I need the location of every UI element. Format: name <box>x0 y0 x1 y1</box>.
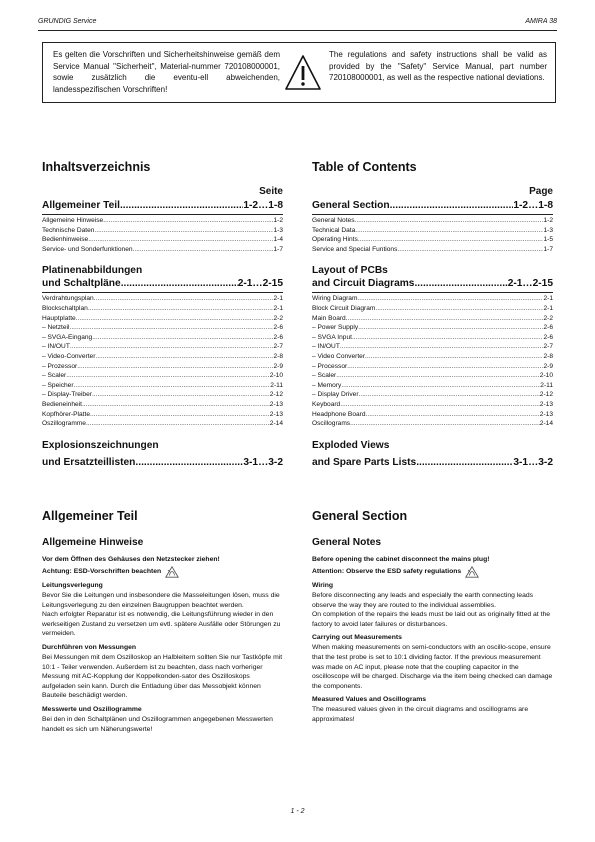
measurements-heading-de: Durchführen von Messungen <box>42 643 137 651</box>
toc-entry-title: Block Circuit Diagram <box>312 304 376 312</box>
toc-entry[interactable] <box>42 362 283 372</box>
toc-entry-title: – Processor <box>312 362 348 370</box>
toc-entry[interactable] <box>312 419 553 429</box>
values-text-de: Bei den in den Schaltplänen und Oszillogrammen angegebenen Messwerten handelt es sich um Näherungswerte! <box>42 715 273 733</box>
section-title: and Spare Parts Lists <box>312 456 417 468</box>
toc-entry-page: 1-3 <box>273 226 283 234</box>
toc-entry-page: 2-2 <box>273 314 283 322</box>
toc-entry[interactable] <box>312 294 553 304</box>
section-rule <box>42 214 283 215</box>
dot-leader <box>346 314 544 324</box>
toc-entry[interactable] <box>312 235 553 245</box>
general-title-de: Allgemeiner Teil <box>42 509 138 523</box>
dot-leader <box>357 294 543 304</box>
toc-entry[interactable] <box>312 342 553 352</box>
section-pages: 1-2…1-8 <box>513 200 553 211</box>
section-pages: 3-1…3-2 <box>513 456 553 468</box>
dot-leader <box>70 323 274 333</box>
toc-entry-title: – IN/OUT <box>42 343 70 351</box>
section-title: und Ersatzteillisten <box>42 456 136 468</box>
toc-section-exploded-title-en: Exploded Views <box>312 439 390 451</box>
wiring-text-2-en: On completion of the repairs the leads must be laid out as originally fitted at the factory to avoid later failures or disturbances. <box>312 611 551 628</box>
header-brand: GRUNDIG Service <box>38 18 97 25</box>
toc-entry-page: 2-8 <box>543 352 553 360</box>
toc-entry-title: Service and Special Funtions <box>312 245 398 253</box>
toc-entry-page: 1-7 <box>273 245 283 253</box>
toc-entry-title: Verdrahtungsplan <box>42 295 94 303</box>
toc-entry-page: 2-6 <box>273 324 283 332</box>
toc-entry-title: – SVGA-Eingang <box>42 333 93 341</box>
toc-entry[interactable] <box>42 381 283 391</box>
toc-entry-title: – SVGA Input <box>312 333 352 341</box>
dot-leader <box>103 216 273 226</box>
toc-section-pcb-title-de: Platinenabbildungen <box>42 265 143 277</box>
toc-entry-page: 2-8 <box>273 352 283 360</box>
section-pages: 2-1…2-15 <box>507 278 553 290</box>
dot-leader <box>366 410 540 420</box>
dot-leader <box>365 352 543 362</box>
toc-entry-page: 2-6 <box>543 324 553 332</box>
toc-entry-title: Bedieneinheit <box>42 400 82 408</box>
section-title: General Section <box>312 200 390 211</box>
dot-leader <box>86 419 270 429</box>
toc-entry[interactable] <box>312 352 553 362</box>
mains-warning-de: Vor dem Öffnen des Gehäuses den Netzstecker ziehen! <box>42 556 220 563</box>
esd-hand-icon <box>465 566 479 578</box>
measurements-text-en: When making measurements on semi-conductors with an oscillo-scope, ensure that the test probe is set to 10:1 dividing factor. If the previous measurement was made on AC input, please note that the coupling capacitor in the oscilloscope will be charged. Discharge via the item being checked can damage the components. <box>312 644 553 690</box>
page-header <box>38 18 557 30</box>
dot-leader <box>355 216 544 226</box>
section-title: und Schaltpläne <box>42 278 121 290</box>
dot-leader <box>352 333 544 343</box>
toc-section-exploded-en[interactable] <box>312 456 553 469</box>
toc-title-en: Table of Contents <box>312 160 417 174</box>
toc-entry[interactable] <box>312 333 553 343</box>
section-pages: 1-2…1-8 <box>243 200 283 211</box>
dot-leader <box>92 333 273 343</box>
page-number: 1 - 2 <box>290 808 305 815</box>
toc-entry-title: – Scaler <box>312 372 337 380</box>
dot-leader <box>355 226 543 236</box>
dot-leader <box>77 362 273 372</box>
toc-entry-page: 2-10 <box>269 372 283 380</box>
toc-entry-page: 1-2 <box>543 217 553 224</box>
toc-entry[interactable] <box>42 419 283 429</box>
toc-entry[interactable] <box>312 400 553 410</box>
dot-leader <box>133 245 274 255</box>
toc-entry-page: 2-12 <box>269 391 283 399</box>
dot-leader <box>82 400 270 410</box>
dot-leader <box>340 342 544 352</box>
safety-notice-box <box>42 42 556 103</box>
toc-entry-title: Blockschaltplan <box>42 304 88 312</box>
safety-text-en: The regulations and safety instructions shall be valid as provided by the "Safety" Service Manual, part number 720108000001, as well as the respective national deviations. <box>329 50 547 82</box>
toc-section-general-en[interactable] <box>312 199 553 212</box>
toc-entry-page: 2-13 <box>539 400 553 408</box>
dot-leader <box>88 304 274 314</box>
dot-leader <box>92 390 270 400</box>
toc-entry-page: 2-1 <box>543 295 553 303</box>
toc-section-exploded-de[interactable] <box>42 456 283 469</box>
dot-leader <box>341 381 540 391</box>
wiring-heading-en: Wiring <box>312 582 334 589</box>
values-heading-de: Messwerte und Oszillogramme <box>42 705 142 713</box>
toc-section-exploded-title-de: Explosionszeichnungen <box>42 439 159 451</box>
toc-section-pcb-de[interactable] <box>42 277 283 290</box>
measurements-text-de: Bei Messungen mit dem Oszilloskop an Halbleitern sollten Sie nur Tastköpfe mit 10:1 - Teiler verwenden. Außerdem ist zu beachten, dass nach vorheriger Messung mit AC-Kopplung der Koppelkonden-sator des Oszilloskops aufgeladen sein kann. Durch die Entladung über das Messobjekt können Bauteile beschädigt werden. <box>42 653 283 700</box>
toc-entry[interactable] <box>42 314 283 324</box>
toc-entry[interactable] <box>312 304 553 314</box>
toc-entry-page: 2-1 <box>273 295 283 303</box>
toc-entry-title: General Notes <box>312 217 355 224</box>
toc-entry-title: – IN/OUT <box>312 343 340 351</box>
dot-leader <box>76 314 274 324</box>
general-subtitle-de: Allgemeine Hinweise <box>42 537 144 548</box>
toc-entry[interactable] <box>312 314 553 324</box>
toc-section-general-de[interactable] <box>42 199 283 212</box>
toc-entry-page: 2-7 <box>273 343 283 351</box>
section-rule <box>312 292 553 293</box>
section-rule <box>312 214 553 215</box>
wiring-heading-de: Leitungsverlegung <box>42 582 103 589</box>
general-subtitle-en: General Notes <box>312 537 382 548</box>
dot-leader <box>94 294 274 304</box>
esd-warning-text: Achtung: ESD-Vorschriften beachten <box>42 568 162 575</box>
toc-entry-title: Service- und Sonderfunktionen <box>42 245 133 253</box>
toc-entry-page: 1-3 <box>543 226 553 234</box>
general-section-de <box>42 509 283 734</box>
toc-entry[interactable] <box>312 381 553 391</box>
toc-entry[interactable] <box>42 333 283 343</box>
toc-entry-page: 2-11 <box>540 381 553 389</box>
toc-entry-page: 2-13 <box>269 400 283 408</box>
toc-entry[interactable] <box>42 390 283 400</box>
toc-entry-page: 1-2 <box>273 217 283 224</box>
toc-entry[interactable] <box>312 362 553 372</box>
toc-entry[interactable] <box>42 400 283 410</box>
esd-warning-de <box>42 566 283 578</box>
toc-entry[interactable] <box>312 371 553 381</box>
toc-entry-page: 2-9 <box>273 362 283 370</box>
toc-entry-page: 2-1 <box>273 304 283 312</box>
section-title: Allgemeiner Teil <box>42 200 120 211</box>
toc-entry-title: – Prozessor <box>42 362 78 370</box>
toc-entry-page: 2-11 <box>270 381 283 389</box>
toc-entry-title: Kopfhörer-Platte <box>42 410 91 418</box>
toc-entry[interactable] <box>312 323 553 333</box>
toc-entry[interactable] <box>42 371 283 381</box>
dot-leader <box>90 410 270 420</box>
toc-section-pcb-title-en: Layout of PCBs <box>312 265 388 277</box>
toc-entry-page: 2-7 <box>543 343 553 351</box>
toc-entry-title: – Video-Converter <box>42 352 96 360</box>
toc-entry-title: Headphone Board <box>312 410 366 418</box>
toc-entry[interactable] <box>312 216 553 226</box>
toc-entry-page: 2-13 <box>539 410 553 418</box>
toc-entry-title: – Scaler <box>42 372 67 380</box>
section-pages: 2-1…2-15 <box>237 278 283 290</box>
toc-entry[interactable] <box>312 390 553 400</box>
toc-section-pcb-en[interactable] <box>312 277 553 290</box>
toc-entry-title: Technical Data <box>312 226 356 234</box>
toc-entry-page: 2-12 <box>539 391 553 399</box>
general-section-en <box>312 509 553 725</box>
toc-entry[interactable] <box>312 245 553 255</box>
toc-entry-title: Operating Hints <box>312 236 358 244</box>
measurements-heading-en: Carrying out Measurements <box>312 634 402 642</box>
toc-entry-page: 1-5 <box>543 236 553 244</box>
esd-hand-icon <box>165 566 179 578</box>
toc-entry-page: 2-9 <box>543 362 553 370</box>
toc-entry-title: Wiring Diagram <box>312 295 358 303</box>
toc-entry-title: Hauptplatte <box>42 314 76 322</box>
section-title: and Circuit Diagrams <box>312 278 415 290</box>
toc-entry[interactable] <box>42 304 283 314</box>
toc-entry-title: Keyboard <box>312 400 341 408</box>
toc-entry-title: Main Board <box>312 314 346 322</box>
dot-leader <box>88 235 273 245</box>
toc-entry-page: 2-1 <box>543 304 553 312</box>
dot-leader <box>340 400 540 410</box>
mains-warning-en: Before opening the cabinet disconnect the mains plug! <box>312 556 490 563</box>
general-title-en: General Section <box>312 509 408 523</box>
toc-entry-title: – Speicher <box>42 381 74 389</box>
toc-entry-page: 2-2 <box>543 314 553 322</box>
dot-leader <box>70 342 274 352</box>
dot-leader <box>95 352 273 362</box>
dot-leader <box>347 362 543 372</box>
dot-leader <box>397 245 543 255</box>
toc-entry[interactable] <box>312 226 553 236</box>
toc-entry[interactable] <box>42 245 283 255</box>
toc-entry-title: Allgemeine Hinweise <box>42 217 104 224</box>
dot-leader <box>350 419 540 429</box>
header-model: AMIRA 38 <box>525 18 557 25</box>
toc-entry[interactable] <box>42 342 283 352</box>
wiring-text-2-de: Nach erfolgter Reparatur ist es notwendig, die Leitungsführung wieder in den werkseitigen Zustand zu versetzen um evtl. spätere Ausfälle oder Störungen zu vermeiden. <box>42 611 281 638</box>
toc-entry[interactable] <box>42 323 283 333</box>
esd-warning-en <box>312 566 553 578</box>
toc-entry-title: Technische Daten <box>42 226 95 234</box>
toc-entry-title: Oscillograms <box>312 420 351 428</box>
toc-entry-title: – Display Driver <box>312 391 359 399</box>
dot-leader <box>66 371 270 381</box>
toc-entry-title: Oszillogramme <box>42 420 86 428</box>
section-pages: 3-1…3-2 <box>243 456 283 468</box>
toc-entry[interactable] <box>42 235 283 245</box>
toc-entry-page: 2-6 <box>273 333 283 341</box>
toc-entry[interactable] <box>42 216 283 226</box>
toc-entry-title: – Netzteil <box>42 324 70 332</box>
header-rule <box>38 30 557 31</box>
toc-en <box>312 160 553 469</box>
dot-leader <box>359 390 540 400</box>
toc-entry-page: 1-4 <box>273 236 283 244</box>
toc-entry-page: 2-10 <box>539 372 553 380</box>
esd-warning-text: Attention: Observe the ESD safety regulations <box>312 568 462 575</box>
toc-entry-page: 2-13 <box>269 410 283 418</box>
dot-leader <box>74 381 271 391</box>
toc-entry-title: – Video Converter <box>312 352 366 360</box>
page-column-label-en: Page <box>529 186 553 197</box>
dot-leader <box>94 226 273 236</box>
toc-entry-page: 2-14 <box>539 420 553 428</box>
dot-leader <box>375 304 543 314</box>
dot-leader <box>336 371 540 381</box>
dot-leader <box>358 323 543 333</box>
toc-de <box>42 160 283 469</box>
toc-entry-title: – Power Supply <box>312 324 359 332</box>
toc-entry[interactable] <box>312 410 553 420</box>
toc-entry[interactable] <box>42 294 283 304</box>
toc-entry[interactable] <box>42 410 283 420</box>
values-heading-en: Measured Values and Oscillograms <box>312 696 427 704</box>
wiring-text-1-de: Bevor Sie die Leitungen und insbesondere die Masseleitungen lösen, muss die Leitungsverlegung zu den einzelnen Baugruppen beachtet werden. <box>42 592 280 609</box>
toc-entry-title: – Memory <box>312 381 342 389</box>
toc-title-de: Inhaltsverzeichnis <box>42 160 151 174</box>
toc-entry-page: 2-6 <box>543 333 553 341</box>
toc-entry[interactable] <box>42 352 283 362</box>
page-column-label-de: Seite <box>259 186 283 197</box>
values-text-en: The measured values given in the circuit diagrams and oscillograms are approximates! <box>312 706 529 723</box>
toc-entry-title: – Display-Treiber <box>42 391 92 399</box>
toc-entry-title: Bedienhinweise <box>42 236 89 244</box>
safety-text-de: Es gelten die Vorschriften und Sicherheitshinweise gemäß dem Service Manual "Sicherheit", Material-nummer 720108000001, sowie zusätzlich die eventu-ell abweichenden, landesspezifischen Vorschriften! <box>53 50 280 94</box>
warning-triangle-icon <box>283 53 323 93</box>
wiring-text-1-en: Before disconnecting any leads and especially the earth connecting leads observe the way they are routed to the individual assemblies. <box>312 592 534 609</box>
toc-entry-page: 2-14 <box>269 420 283 428</box>
toc-entry[interactable] <box>42 226 283 236</box>
toc-entry-page: 1-7 <box>543 245 553 253</box>
dot-leader <box>358 235 544 245</box>
section-rule <box>42 292 283 293</box>
